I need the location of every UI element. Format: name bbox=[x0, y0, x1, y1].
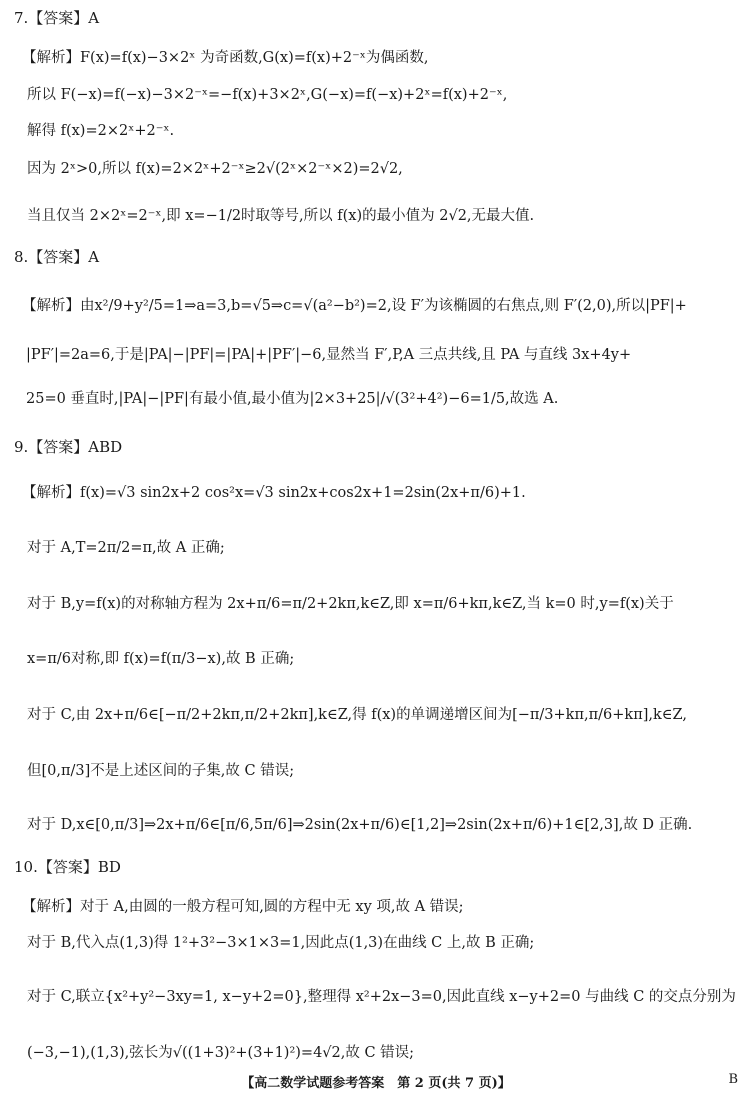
q10-option-b: 对于 B,代入点(1,3)得 1²+3²−3×1×3=1,因此点(1,3)在曲线 C 上,故 B 正确; bbox=[27, 935, 535, 951]
q8-analysis-line-3: 25=0 垂直时,|PA|−|PF|有最小值,最小值为|2×3+25|/√(3²+4²)−6=1/5,故选 A. bbox=[26, 391, 559, 407]
q8-answer: 8.【答案】A bbox=[14, 248, 100, 266]
q9-option-c-line-2: 但[0,π/3]不是上述区间的子集,故 C 错误; bbox=[27, 763, 295, 779]
q7-analysis-line-3: 解得 f(x)=2×2ˣ+2⁻ˣ. bbox=[27, 123, 175, 139]
page-footer: 【高二数学试题参考答案 第 2 页(共 7 页)】 bbox=[241, 1076, 511, 1091]
q7-analysis-line-1: 【解析】F(x)=f(x)−3×2ˣ 为奇函数,G(x)=f(x)+2⁻ˣ为偶函数, bbox=[22, 50, 429, 66]
q7-answer: 7.【答案】A bbox=[14, 9, 100, 27]
q10-analysis-line-1: 【解析】对于 A,由圆的一般方程可知,圆的方程中无 xy 项,故 A 错误; bbox=[22, 899, 464, 915]
q9-option-c-line-1: 对于 C,由 2x+π/6∈[−π/2+2kπ,π/2+2kπ],k∈Z,得 f(x)的单调递增区间为[−π/3+kπ,π/6+kπ],k∈Z, bbox=[27, 707, 687, 723]
q9-option-b-line-2: x=π/6对称,即 f(x)=f(π/3−x),故 B 正确; bbox=[27, 651, 295, 667]
q7-analysis-line-5: 当且仅当 2×2ˣ=2⁻ˣ,即 x=−1/2时取等号,所以 f(x)的最小值为 2√2,无最大值. bbox=[27, 208, 535, 224]
q9-option-d: 对于 D,x∈[0,π/3]⇒2x+π/6∈[π/6,5π/6]⇒2sin(2x+π/6)∈[1,2]⇒2sin(2x+π/6)+1∈[2,3],故 D 正确. bbox=[27, 817, 693, 833]
q10-answer: 10.【答案】BD bbox=[14, 858, 121, 876]
q10-option-c-line-2: (−3,−1),(1,3),弦长为√((1+3)²+(3+1)²)=4√2,故 C 错误; bbox=[27, 1045, 415, 1061]
q8-analysis-line-2: |PF′|=2a=6,于是|PA|−|PF|=|PA|+|PF′|−6,显然当 F′,P,A 三点共线,且 PA 与直线 3x+4y+ bbox=[26, 347, 632, 363]
paper-version-mark: B bbox=[728, 1072, 738, 1087]
q9-option-b-line-1: 对于 B,y=f(x)的对称轴方程为 2x+π/6=π/2+2kπ,k∈Z,即 x=π/6+kπ,k∈Z,当 k=0 时,y=f(x)关于 bbox=[27, 596, 674, 612]
q10-option-c-line-1: 对于 C,联立{x²+y²−3xy=1, x−y+2=0},整理得 x²+2x−3=0,因此直线 x−y+2=0 与曲线 C 的交点分别为 bbox=[27, 989, 736, 1005]
q7-analysis-line-2: 所以 F(−x)=f(−x)−3×2⁻ˣ=−f(x)+3×2ˣ,G(−x)=f(−x)+2ˣ=f(x)+2⁻ˣ, bbox=[27, 87, 508, 103]
q7-analysis-line-4: 因为 2ˣ>0,所以 f(x)=2×2ˣ+2⁻ˣ≥2√(2ˣ×2⁻ˣ×2)=2√2, bbox=[27, 161, 403, 177]
q9-answer: 9.【答案】ABD bbox=[14, 438, 123, 456]
q9-analysis-line-1: 【解析】f(x)=√3 sin2x+2 cos²x=√3 sin2x+cos2x+1=2sin(2x+π/6)+1. bbox=[22, 485, 526, 501]
q9-option-a: 对于 A,T=2π/2=π,故 A 正确; bbox=[27, 540, 225, 556]
q8-analysis-line-1: 【解析】由x²/9+y²/5=1⇒a=3,b=√5⇒c=√(a²−b²)=2,设 F′为该椭圆的右焦点,则 F′(2,0),所以|PF|+ bbox=[22, 298, 687, 314]
